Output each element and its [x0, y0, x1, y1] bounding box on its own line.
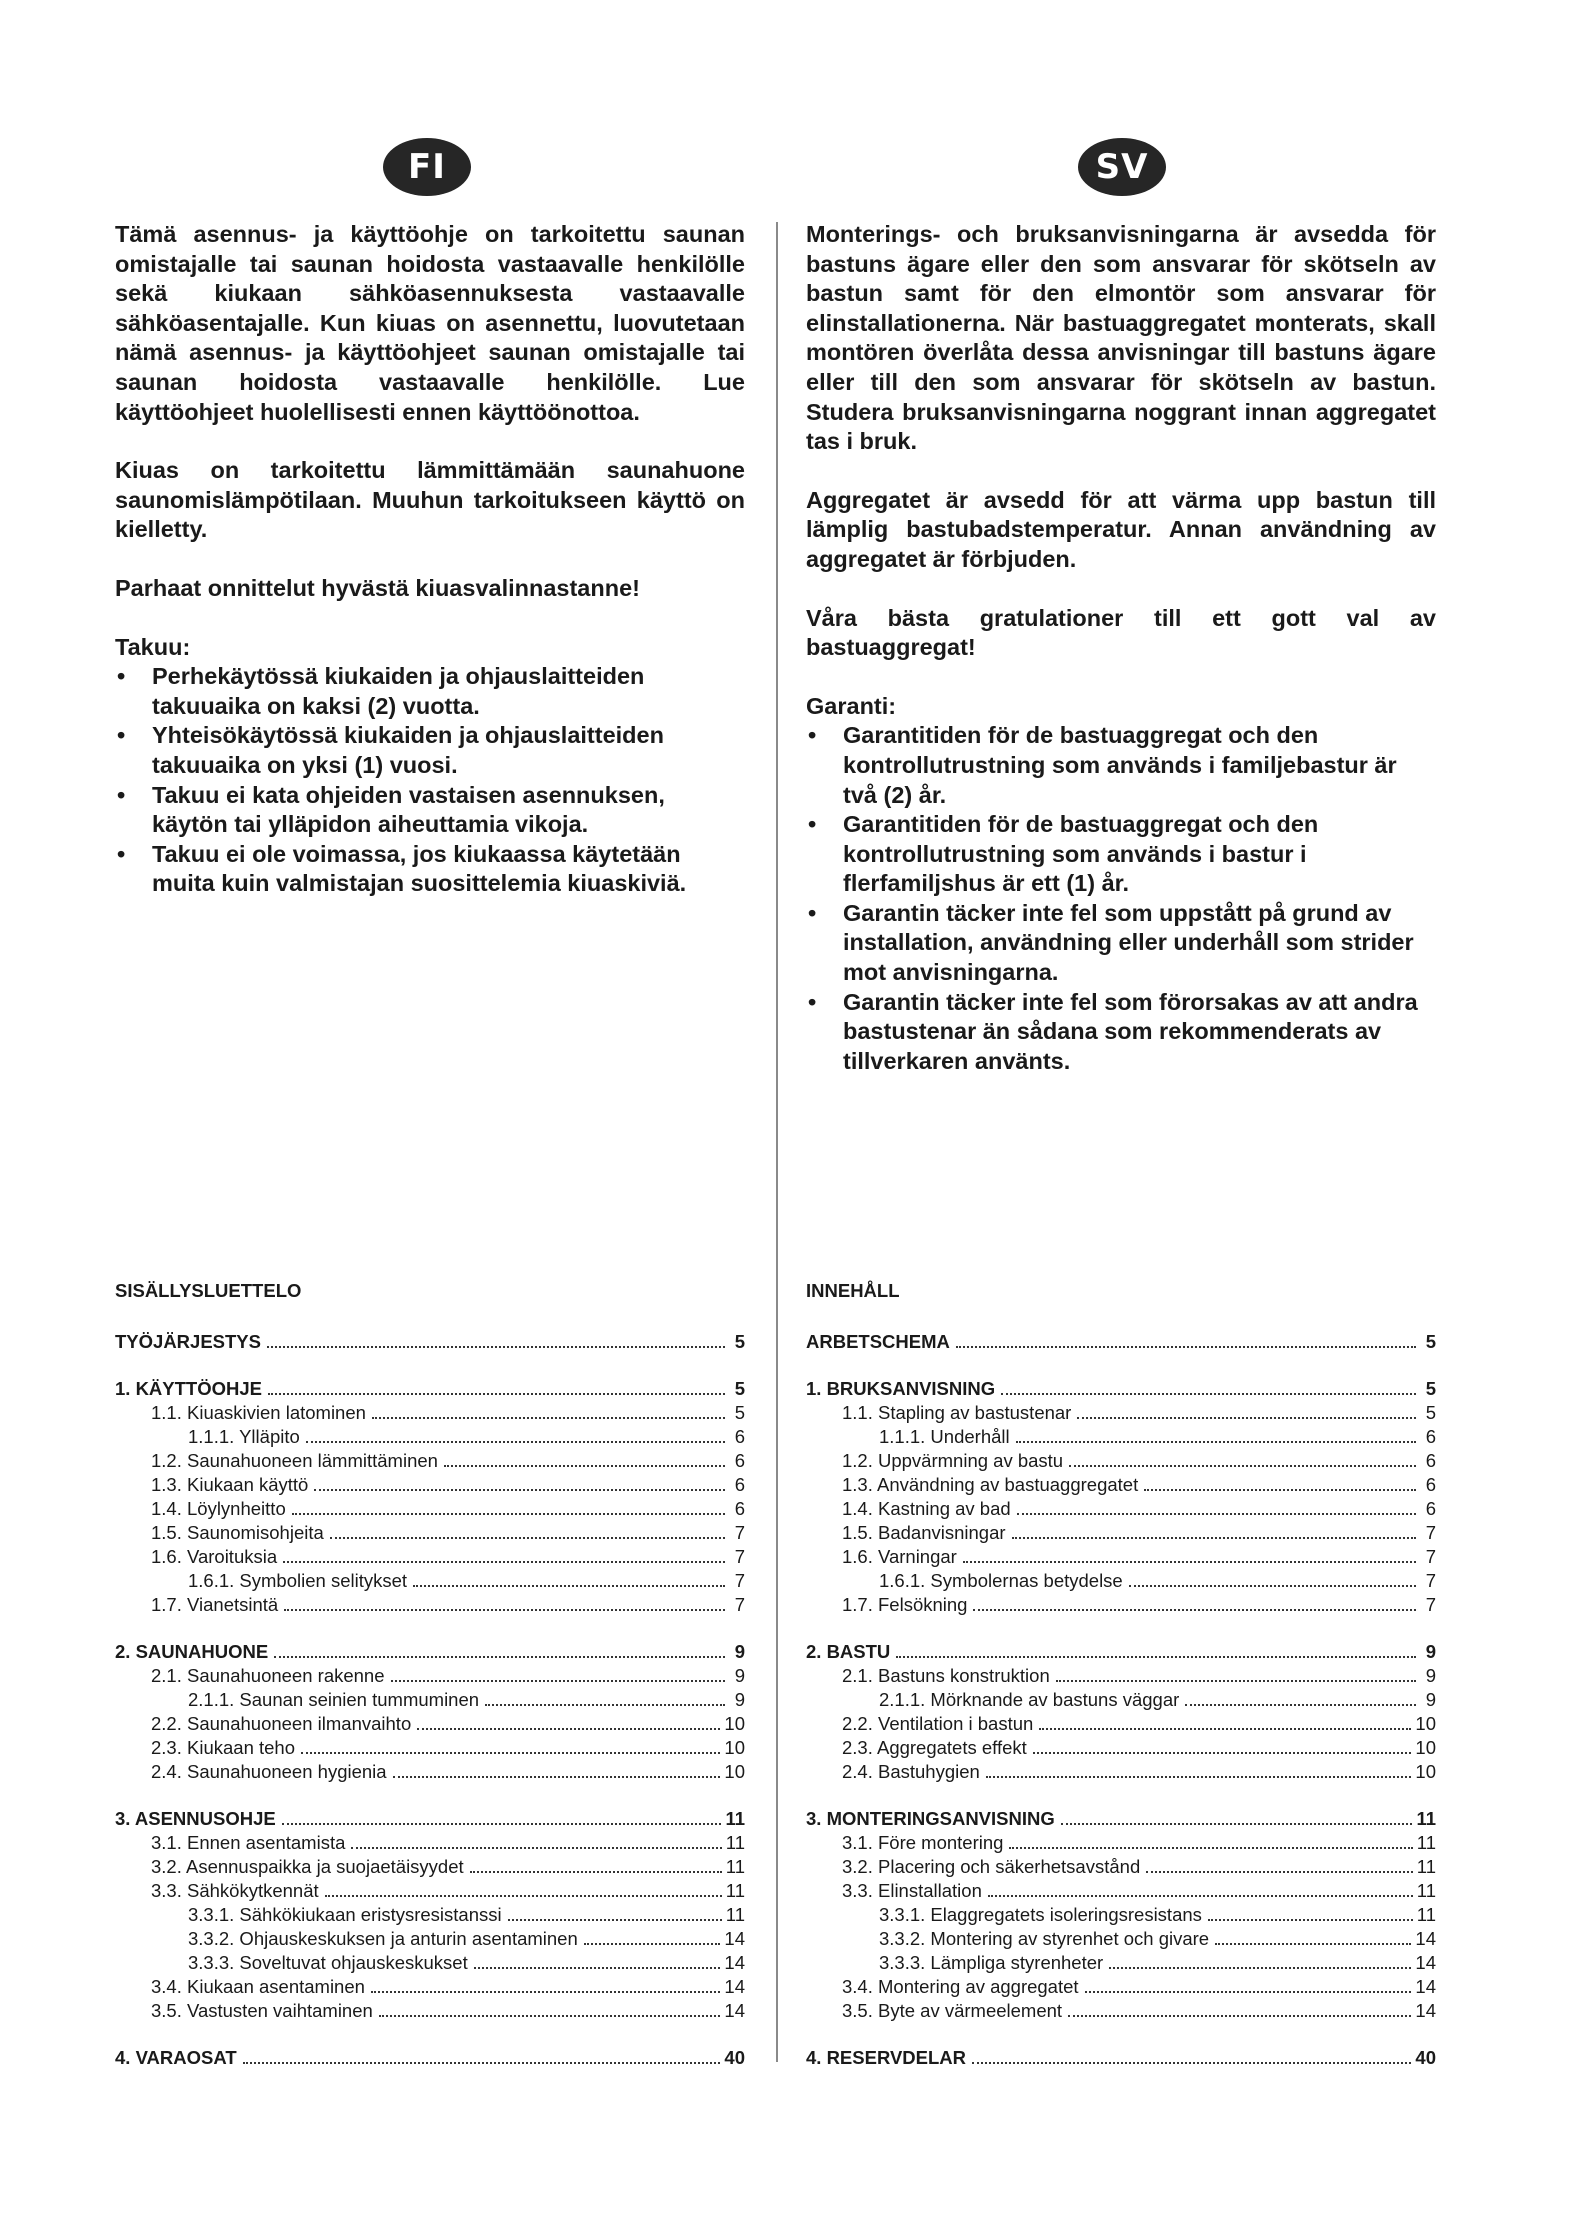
toc-entry-page: 10 — [724, 1737, 745, 1758]
toc-entry — [806, 1735, 1436, 1759]
toc-entry-page: 5 — [734, 1402, 745, 1423]
toc-entry-label: TYÖJÄRJESTYS — [115, 1331, 261, 1352]
toc-entry — [115, 1854, 745, 1878]
toc-entry-page: 7 — [734, 1570, 745, 1591]
toc-entry — [806, 1854, 1436, 1878]
toc-entry — [806, 1329, 1436, 1353]
toc-entry-page: 7 — [734, 1546, 745, 1567]
toc-entry-page: 10 — [1415, 1737, 1436, 1758]
toc-entry-label: 3.3.3. Lämpliga styrenheter — [879, 1952, 1104, 1973]
toc-entry-label: 1. BRUKSANVISNING — [806, 1378, 996, 1399]
toc-entry — [806, 1663, 1436, 1687]
language-badge-fi: FI — [383, 138, 471, 196]
fi-intro-paragraph: Tämä asennus- ja käyttöohje on tarkoitettu saunan omistajalle tai saunan hoidosta vastaavalle henkilölle sekä kiukaan sähköasennuksesta vastaavalle sähköasentajalle. Kun kiuas on asennettu, luovutetaan nämä asennus- ja käyttöohjeet saunan omistajalle tai saunan hoidosta vastaavalle henkilölle. Lue käyttöohjeet huolellisesti ennen käyttöönottoa. — [115, 221, 745, 425]
toc-entry-label: 3.1. Ennen asentamista — [151, 1832, 346, 1853]
fi-toc-title: SISÄLLYSLUETTELO — [115, 1280, 302, 1301]
toc-entry-label: 1.1. Stapling av bastustenar — [842, 1402, 1072, 1423]
sv-column — [806, 220, 1436, 1076]
toc-entry-page: 10 — [724, 1761, 745, 1782]
toc-entry-label: 3.1. Före montering — [842, 1832, 1004, 1853]
toc-entry — [806, 1520, 1436, 1544]
toc-entry-page: 9 — [734, 1665, 745, 1686]
toc-entry-page: 5 — [1425, 1402, 1436, 1423]
toc-entry-page: 9 — [1425, 1689, 1436, 1710]
toc-entry — [115, 1711, 745, 1735]
sv-toc-title: INNEHÅLL — [806, 1280, 900, 1301]
toc-entry — [115, 1950, 745, 1974]
toc-entry-page: 11 — [1416, 1832, 1436, 1853]
toc-entry — [115, 1759, 745, 1783]
toc-entry-page: 14 — [724, 1928, 745, 1949]
fi-intro — [115, 220, 745, 604]
toc-entry — [806, 1878, 1436, 1902]
toc-entry — [115, 2045, 745, 2069]
toc-entry-label: 3.3. Sähkökytkennät — [151, 1880, 319, 1901]
toc-entry-page: 14 — [1415, 1976, 1436, 1997]
sv-warranty-title: Garanti: — [806, 692, 897, 719]
toc-entry-label: 1.6.1. Symbolernas betydelse — [879, 1570, 1123, 1591]
toc-entry — [806, 1424, 1436, 1448]
toc-entry-label: 1.2. Saunahuoneen lämmittäminen — [151, 1450, 438, 1471]
toc-entry — [115, 1400, 745, 1424]
toc-entry — [806, 1639, 1436, 1663]
toc-entry — [115, 1974, 745, 1998]
toc-entry — [115, 1806, 745, 1830]
toc-entry — [115, 1544, 745, 1568]
fi-intro-paragraph: Kiuas on tarkoitettu lämmittämään saunahuone saunomislämpötilaan. Muuhun tarkoitukseen käyttö on kielletty. — [115, 457, 745, 543]
fi-warranty-item: • Takuu ei ole voimassa, jos kiukaassa käytetään muita kuin valmistajan suosittelemia kiuaskiviä. — [115, 840, 745, 899]
sv-intro-paragraph: Aggregatet är avsedd för att värma upp bastun till lämplig bastubadstemperatur. Annan användning av aggregatet är förbjuden. — [806, 486, 1436, 572]
toc-entry-page: 40 — [1415, 2047, 1436, 2068]
toc-entry-label: 3.5. Byte av värmeelement — [842, 2000, 1063, 2021]
fi-warranty-item: • Perhekäytössä kiukaiden ja ohjauslaitteiden takuuaika on kaksi (2) vuotta. — [115, 662, 745, 721]
toc-entry-page: 6 — [1425, 1450, 1436, 1471]
toc-entry-page: 5 — [734, 1378, 745, 1399]
toc-entry — [806, 1472, 1436, 1496]
toc-entry-label: ARBETSCHEMA — [806, 1331, 950, 1352]
toc-entry-label: 3. MONTERINGSANVISNING — [806, 1808, 1055, 1829]
toc-entry-label: 2. SAUNAHUONE — [115, 1641, 269, 1662]
toc-entry-label: 1.4. Kastning av bad — [842, 1498, 1011, 1519]
sv-warranty-item: • Garantin täcker inte fel som förorsakas av att andra bastustenar än sådana som rekommenderats av tillverkaren använts. — [806, 988, 1436, 1077]
toc-entry-page: 6 — [734, 1450, 745, 1471]
toc-entry-page: 14 — [724, 1976, 745, 1997]
toc-entry-label: 3.2. Placering och säkerhetsavstånd — [842, 1856, 1141, 1877]
toc-entry — [115, 1830, 745, 1854]
toc-entry-page: 11 — [725, 1904, 745, 1925]
language-badge-sv: SV — [1078, 138, 1166, 196]
toc-entry — [806, 1400, 1436, 1424]
toc-entry-label: 4. VARAOSAT — [115, 2047, 237, 2068]
toc-entry-label: 2.4. Bastuhygien — [842, 1761, 980, 1782]
toc-entry-page: 14 — [1415, 1928, 1436, 1949]
sv-warranty-item: • Garantitiden för de bastuaggregat och den kontrollutrustning som används i bastur i flerfamiljshus är ett (1) år. — [806, 810, 1436, 899]
toc-entry-label: 1.1.1. Ylläpito — [188, 1426, 300, 1447]
toc-entry-label: 1.5. Saunomisohjeita — [151, 1522, 324, 1543]
toc-entry-label: 2.3. Aggregatets effekt — [842, 1737, 1027, 1758]
toc-entry-label: 3.4. Kiukaan asentaminen — [151, 1976, 365, 1997]
toc-entry-label: 3.3.3. Soveltuvat ohjauskeskukset — [188, 1952, 468, 1973]
toc-entry-page: 5 — [1425, 1331, 1436, 1352]
toc-entry-page: 11 — [725, 1880, 745, 1901]
toc-entry — [115, 1687, 745, 1711]
toc-entry — [806, 1902, 1436, 1926]
fi-table-of-contents — [115, 1280, 745, 2069]
toc-entry-page: 5 — [734, 1331, 745, 1352]
toc-entry — [806, 2045, 1436, 2069]
toc-entry-page: 7 — [1425, 1570, 1436, 1591]
toc-entry-label: 2.4. Saunahuoneen hygienia — [151, 1761, 387, 1782]
sv-table-of-contents — [806, 1280, 1436, 2069]
toc-entry-label: 1.6. Varoituksia — [151, 1546, 278, 1567]
toc-entry-label: 1.3. Kiukaan käyttö — [151, 1474, 309, 1495]
toc-entry — [806, 1926, 1436, 1950]
toc-entry — [115, 1902, 745, 1926]
toc-entry-label: 1.1. Kiuaskivien latominen — [151, 1402, 366, 1423]
toc-entry — [806, 1759, 1436, 1783]
toc-entry-label: 1.1.1. Underhåll — [879, 1426, 1010, 1447]
toc-entry-page: 11 — [725, 1808, 745, 1829]
toc-entry-label: 1.7. Vianetsintä — [151, 1594, 279, 1615]
toc-entry-page: 7 — [734, 1594, 745, 1615]
sv-warranty-item: • Garantitiden för de bastuaggregat och den kontrollutrustning som används i familjebastur är två (2) år. — [806, 721, 1436, 810]
toc-entry-label: 3.3.2. Ohjauskeskuksen ja anturin asentaminen — [188, 1928, 578, 1949]
toc-entry-page: 14 — [724, 2000, 745, 2021]
toc-entry — [115, 1329, 745, 1353]
toc-entry-page: 6 — [734, 1426, 745, 1447]
toc-entry-label: 4. RESERVDELAR — [806, 2047, 967, 2068]
toc-entry — [115, 1520, 745, 1544]
sv-intro — [806, 220, 1436, 663]
toc-entry-page: 10 — [724, 1713, 745, 1734]
fi-intro-paragraph: Parhaat onnittelut hyvästä kiuasvalinnastanne! — [115, 574, 640, 601]
toc-entry — [806, 1544, 1436, 1568]
toc-entry-label: 1.6.1. Symbolien selitykset — [188, 1570, 408, 1591]
column-divider — [776, 222, 778, 2062]
sv-warranty-item: • Garantin täcker inte fel som uppstått på grund av installation, användning eller underhåll som strider mot anvisningarna. — [806, 899, 1436, 988]
toc-entry — [806, 1950, 1436, 1974]
toc-entry-label: 3.2. Asennuspaikka ja suojaetäisyydet — [151, 1856, 464, 1877]
fi-warranty-item: • Takuu ei kata ohjeiden vastaisen asennuksen, käytön tai ylläpidon aiheuttamia vikoja. — [115, 781, 745, 840]
toc-entry-page: 9 — [1425, 1641, 1436, 1662]
toc-entry-page: 10 — [1415, 1761, 1436, 1782]
sv-intro-paragraph: Våra bästa gratulationer till ett gott val av bastuaggregat! — [806, 604, 1436, 661]
toc-entry-page: 5 — [1425, 1378, 1436, 1399]
toc-entry-label: 2. BASTU — [806, 1641, 891, 1662]
toc-entry — [115, 1496, 745, 1520]
toc-entry — [806, 1592, 1436, 1616]
toc-entry-page: 11 — [725, 1832, 745, 1853]
toc-entry-label: 3.3.1. Sähkökiukaan eristysresistanssi — [188, 1904, 502, 1925]
toc-entry-page: 6 — [1425, 1474, 1436, 1495]
toc-entry-label: 3.3. Elinstallation — [842, 1880, 982, 1901]
toc-entry-page: 14 — [724, 1952, 745, 1973]
toc-entry-page: 9 — [1425, 1665, 1436, 1686]
toc-entry-label: 1.5. Badanvisningar — [842, 1522, 1006, 1543]
toc-entry — [115, 1376, 745, 1400]
toc-entry — [115, 1448, 745, 1472]
toc-entry-page: 7 — [1425, 1522, 1436, 1543]
toc-entry-label: 3.3.2. Montering av styrenhet och givare — [879, 1928, 1210, 1949]
toc-entry — [806, 1711, 1436, 1735]
toc-entry-page: 10 — [1415, 1713, 1436, 1734]
toc-entry-label: 1.7. Felsökning — [842, 1594, 968, 1615]
toc-entry-label: 3.4. Montering av aggregatet — [842, 1976, 1079, 1997]
toc-entry — [806, 1806, 1436, 1830]
toc-entry-label: 3. ASENNUSOHJE — [115, 1808, 276, 1829]
toc-entry — [115, 1998, 745, 2022]
toc-entry — [115, 1735, 745, 1759]
sv-intro-paragraph: Monterings- och bruksanvisningarna är avsedda för bastuns ägare eller den som ansvarar för skötseln av bastun samt för den elmontör som ansvarar för elinstallationerna. När bastuaggregatet monterats, skall montören överlåta dessa anvisningar till bastuns ägare eller till den som ansvarar för skötseln av bastun. Studera bruksanvisningarna noggrant innan aggregatet tas i bruk. — [806, 221, 1436, 455]
toc-entry — [806, 1568, 1436, 1592]
toc-entry-label: 3.3.1. Elaggregatets isoleringsresistans — [879, 1904, 1202, 1925]
toc-entry — [806, 1974, 1436, 1998]
toc-entry — [806, 1376, 1436, 1400]
toc-entry — [115, 1663, 745, 1687]
toc-entry — [806, 1448, 1436, 1472]
toc-entry-label: 2.2. Saunahuoneen ilmanvaihto — [151, 1713, 412, 1734]
toc-entry-label: 1.6. Varningar — [842, 1546, 957, 1567]
toc-entry-page: 7 — [734, 1522, 745, 1543]
toc-entry — [115, 1568, 745, 1592]
toc-entry-page: 11 — [1416, 1904, 1436, 1925]
toc-entry — [115, 1472, 745, 1496]
toc-entry-label: 2.1. Saunahuoneen rakenne — [151, 1665, 385, 1686]
toc-entry-page: 9 — [734, 1641, 745, 1662]
toc-entry-label: 1. KÄYTTÖOHJE — [115, 1378, 262, 1399]
toc-entry-page: 7 — [1425, 1594, 1436, 1615]
toc-entry-label: 2.1.1. Saunan seinien tummuminen — [188, 1689, 480, 1710]
toc-entry — [806, 1830, 1436, 1854]
toc-entry-label: 1.2. Uppvärmning av bastu — [842, 1450, 1064, 1471]
toc-entry — [806, 1687, 1436, 1711]
fi-warranty-title: Takuu: — [115, 633, 191, 660]
fi-column — [115, 220, 745, 899]
toc-entry-page: 11 — [725, 1856, 745, 1877]
fi-warranty-item: • Yhteisökäytössä kiukaiden ja ohjauslaitteiden takuuaika on yksi (1) vuosi. — [115, 721, 745, 780]
toc-entry-page: 6 — [734, 1474, 745, 1495]
toc-entry — [115, 1592, 745, 1616]
toc-entry-label: 2.1.1. Mörknande av bastuns väggar — [879, 1689, 1180, 1710]
toc-entry — [115, 1926, 745, 1950]
toc-entry — [115, 1639, 745, 1663]
toc-entry-page: 40 — [724, 2047, 745, 2068]
toc-entry-page: 6 — [734, 1498, 745, 1519]
fi-warranty-list — [115, 662, 745, 899]
toc-entry-page: 14 — [1415, 1952, 1436, 1973]
toc-entry — [806, 1998, 1436, 2022]
toc-entry-page: 11 — [1416, 1880, 1436, 1901]
toc-entry-label: 2.2. Ventilation i bastun — [842, 1713, 1034, 1734]
toc-entry-page: 14 — [1415, 2000, 1436, 2021]
toc-entry-label: 2.3. Kiukaan teho — [151, 1737, 295, 1758]
toc-entry-page: 6 — [1425, 1498, 1436, 1519]
toc-entry-label: 1.3. Användning av bastuaggregatet — [842, 1474, 1139, 1495]
toc-entry-page: 11 — [1416, 1808, 1436, 1829]
toc-entry — [115, 1878, 745, 1902]
toc-entry — [115, 1424, 745, 1448]
toc-entry-label: 1.4. Löylynheitto — [151, 1498, 286, 1519]
toc-entry-page: 9 — [734, 1689, 745, 1710]
toc-entry-label: 2.1. Bastuns konstruktion — [842, 1665, 1050, 1686]
toc-entry-label: 3.5. Vastusten vaihtaminen — [151, 2000, 373, 2021]
sv-warranty-list — [806, 721, 1436, 1076]
toc-entry-page: 11 — [1416, 1856, 1436, 1877]
toc-entry-page: 7 — [1425, 1546, 1436, 1567]
toc-entry-page: 6 — [1425, 1426, 1436, 1447]
toc-entry — [806, 1496, 1436, 1520]
